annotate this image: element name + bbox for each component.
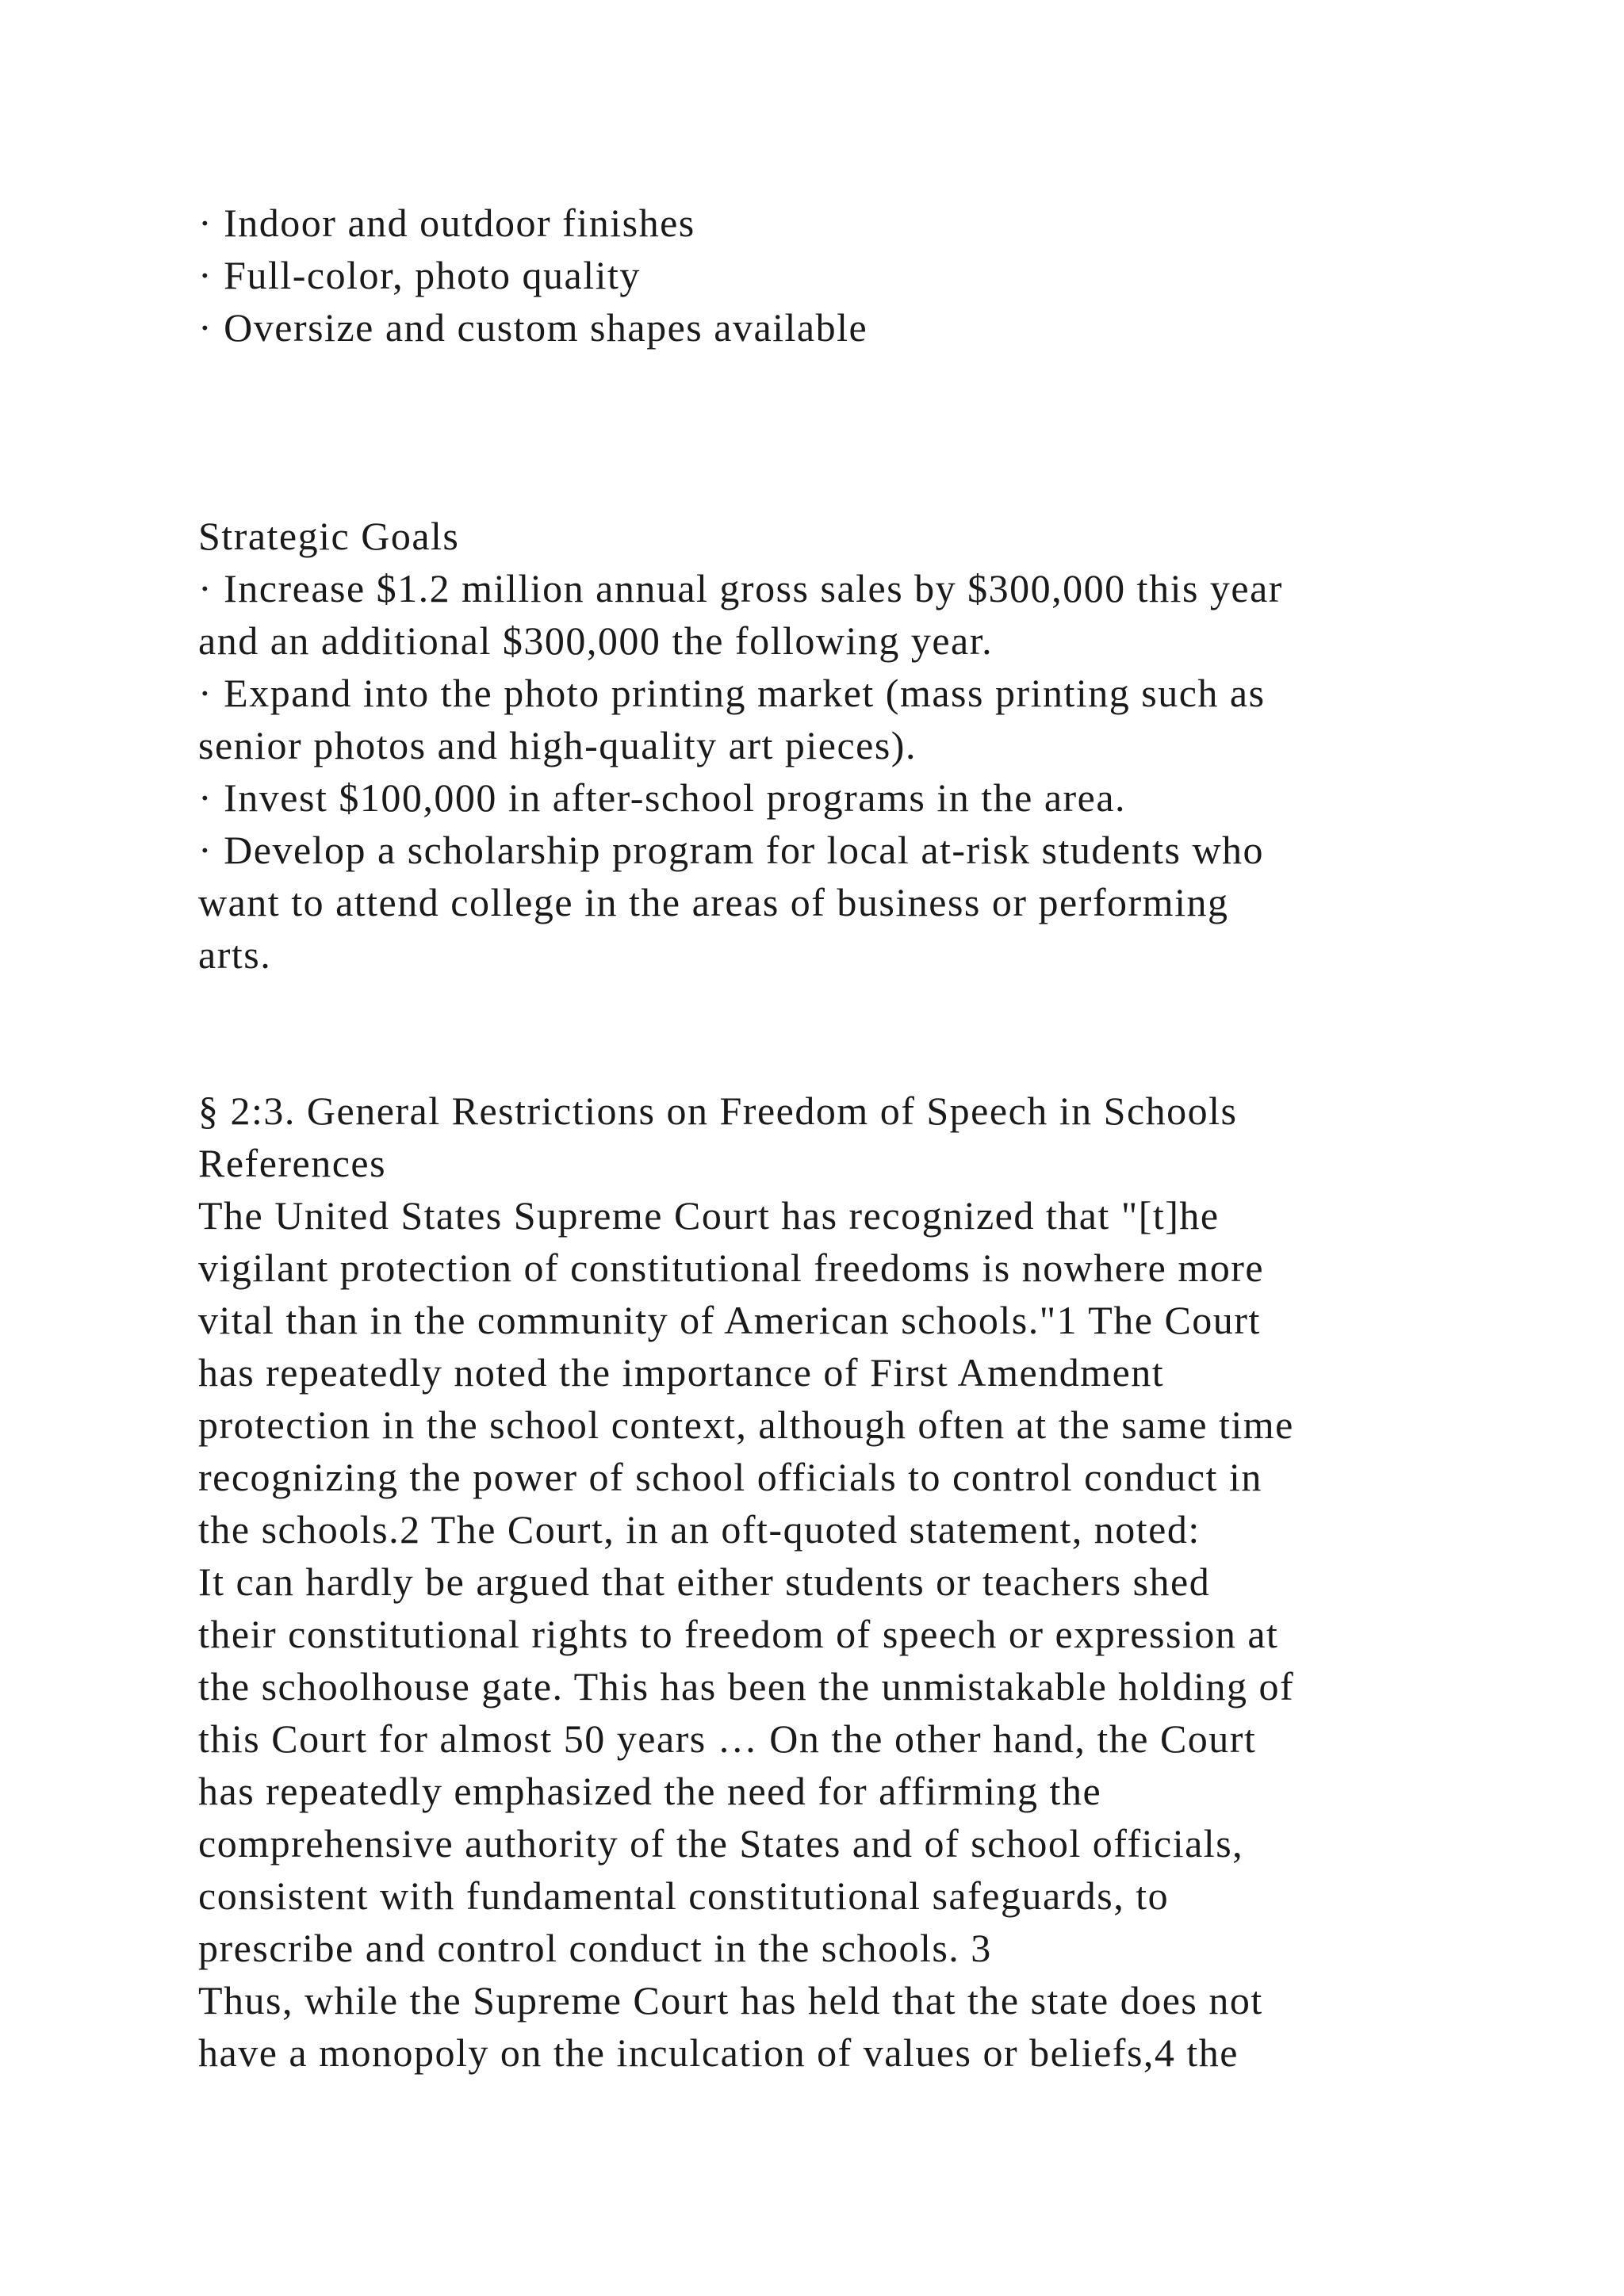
bullet-item: · Full-color, photo quality — [198, 253, 641, 297]
bullet-item: · Indoor and outdoor finishes — [198, 201, 695, 245]
goal-text-line: · Increase $1.2 million annual gross sales by $300,000 this year — [198, 566, 1283, 610]
quote-text-line: has repeatedly emphasized the need for affirming the — [198, 1769, 1102, 1813]
section-heading: § 2:3. General Restrictions on Freedom of Speech in Schools — [198, 1089, 1238, 1133]
section-subheading: References — [198, 1141, 387, 1185]
goal-text-line: and an additional $300,000 the following year. — [198, 618, 994, 663]
quote-text-line: prescribe and control conduct in the schools. 3 — [198, 1926, 992, 1970]
body-text-line: vigilant protection of constitutional freedoms is nowhere more — [198, 1246, 1265, 1290]
quote-text-line: their constitutional rights to freedom of speech or expression at — [198, 1612, 1279, 1656]
quote-text-line: consistent with fundamental constitutional safeguards, to — [198, 1873, 1170, 1918]
goal-text-line: senior photos and high-quality art pieces). — [198, 723, 917, 767]
goal-text-line: arts. — [198, 932, 272, 977]
quote-text-line: this Court for almost 50 years … On the other hand, the Court — [198, 1716, 1257, 1761]
goal-text-line: · Develop a scholarship program for local at-risk students who — [198, 828, 1265, 872]
body-text-line: have a monopoly on the inculcation of values or beliefs,4 the — [198, 2030, 1239, 2075]
body-text-line: Thus, while the Supreme Court has held that the state does not — [198, 1978, 1263, 2022]
body-text-line: recognizing the power of school officials to control conduct in — [198, 1455, 1262, 1499]
goal-text-line: · Invest $100,000 in after-school programs in the area. — [198, 775, 1127, 820]
goal-text-line: · Expand into the photo printing market (mass printing such as — [198, 671, 1266, 715]
goal-text-line: want to attend college in the areas of business or performing — [198, 880, 1229, 924]
quote-text-line: the schoolhouse gate. This has been the unmistakable holding of — [198, 1664, 1295, 1709]
strategic-goals-heading: Strategic Goals — [198, 514, 460, 558]
body-text-line: The United States Supreme Court has recognized that "[t]he — [198, 1193, 1220, 1238]
body-text-line: protection in the school context, although often at the same time — [198, 1402, 1294, 1447]
bullet-item: · Oversize and custom shapes available — [198, 305, 868, 350]
body-text-line: the schools.2 The Court, in an oft-quoted statement, noted: — [198, 1507, 1201, 1552]
quote-text-line: comprehensive authority of the States and of school officials, — [198, 1821, 1244, 1866]
quote-text-line: It can hardly be argued that either students or teachers shed — [198, 1559, 1211, 1604]
body-text-line: vital than in the community of American schools."1 The Court — [198, 1298, 1261, 1342]
body-text-line: has repeatedly noted the importance of First Amendment — [198, 1350, 1165, 1395]
